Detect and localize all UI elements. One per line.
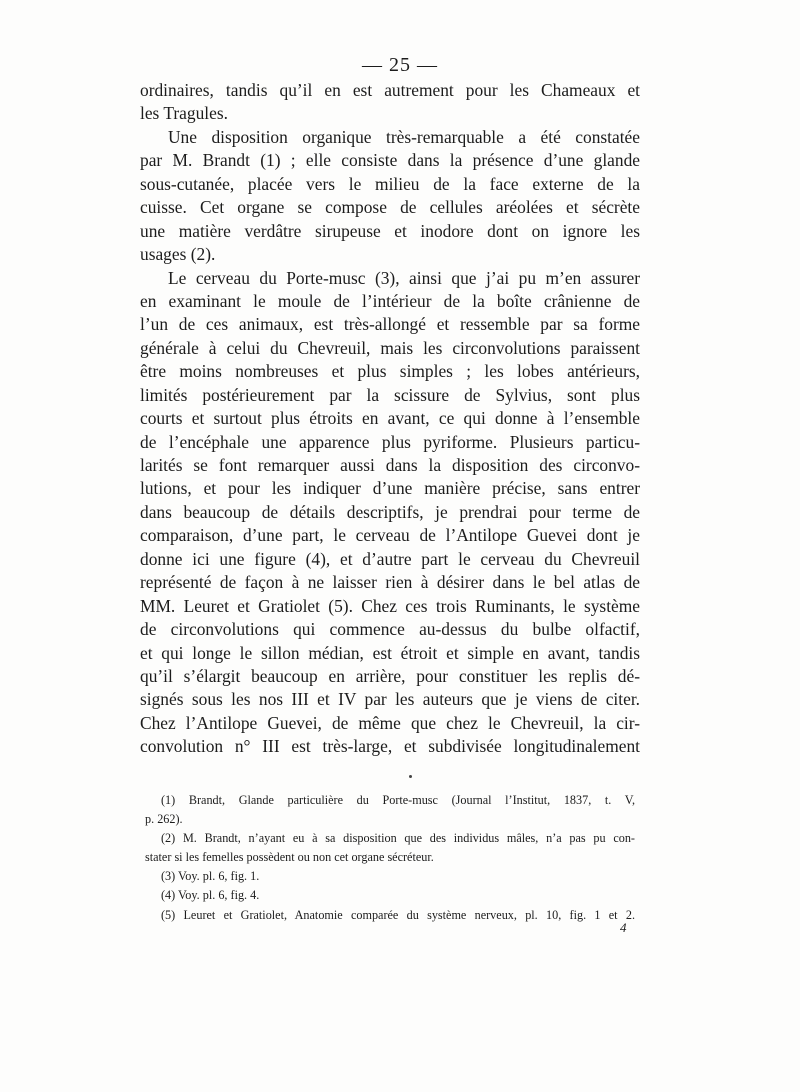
body-line: les Tragules. [140,103,228,124]
body-line: dans beaucoup de détails descriptifs, je prendrai pour terme de [140,501,640,522]
body-line: Chez l’Antilope Guevei, de même que chez le Chevreuil, la cir- [140,712,640,733]
body-line: signés sous les nos III et IV par les auteurs que je viens de citer. [140,689,640,710]
body-line: larités se font remarquer aussi dans la disposition des circonvo- [140,455,640,475]
footnote-line: (1) Brandt, Glande particulière du Porte-musc (Journal l’Institut, 1837, t. V, [161,793,635,807]
signature-mark: 4 [620,920,627,935]
footnote-line: (3) Voy. pl. 6, fig. 1. [161,869,260,884]
footnote-line: (2) M. Brandt, n’ayant eu à sa disposition que des individus mâles, n’a pas pu con- [161,831,635,846]
body-line: de circonvolutions qui commence au-dessus du bulbe olfactif, [140,619,640,640]
body-line: par M. Brandt (1) ; elle consiste dans la présence d’une glande [140,150,640,171]
body-line: lutions, et pour les indiquer d’une manière précise, sans entrer [140,478,640,499]
body-line: représenté de façon à ne laisser rien à désirer dans le bel atlas de [140,572,640,593]
body-line: l’un de ces animaux, est très-allongé et ressemble par sa forme [140,314,640,335]
body-line: Le cerveau du Porte-musc (3), ainsi que j’ai pu m’en assurer [168,267,640,288]
separator-dot [409,775,412,778]
footnote-line: stater si les femelles possèdent ou non cet organe sécréteur. [145,850,434,865]
body-line: donne ici une figure (4), et d’autre part le cerveau du Chevreuil [140,548,640,569]
footnote-line: p. 262). [145,812,183,827]
body-line: générale à celui du Chevreuil, mais les circonvolutions paraissent [140,337,640,358]
body-line: ordinaires, tandis qu’il en est autrement pour les Chameaux et [140,80,640,100]
body-line: convolution n° III est très-large, et subdivisée longitudinalement [140,736,640,757]
body-line: limités postérieurement par la scissure de Sylvius, sont plus [140,384,640,405]
body-line: une matière verdâtre sirupeuse et inodore dont on ignore les [140,220,640,241]
footnote-line: (4) Voy. pl. 6, fig. 4. [161,888,260,903]
body-line: sous-cutanée, placée vers le milieu de la face externe de la [140,173,640,194]
body-line: en examinant le moule de l’intérieur de la boîte crânienne de [140,290,640,311]
footnote-line: (5) Leuret et Gratiolet, Anatomie comparée du système nerveux, pl. 10, fig. 1 et 2. [161,907,635,922]
body-line: être moins nombreuses et plus simples ; les lobes antérieurs, [140,361,640,382]
body-line: qu’il s’élargit beaucoup en arrière, pour constituer les replis dé- [140,665,640,686]
body-line: cuisse. Cet organe se compose de cellules aréolées et sécrète [140,197,640,218]
body-line: et qui longe le sillon médian, est étroit et simple en avant, tandis [140,642,640,663]
body-line: courts et surtout plus étroits en avant, ce qui donne à l’ensemble [140,408,640,429]
footnotes [145,791,635,925]
body-line: MM. Leuret et Gratiolet (5). Chez ces trois Ruminants, le système [140,595,640,616]
page-number: — 25 — [362,54,438,76]
body-line: Une disposition organique très-remarquable a été constatée [168,126,640,147]
body-line: usages (2). [140,244,216,265]
body-line: comparaison, d’une part, le cerveau de l’Antilope Guevei dont je [140,525,640,546]
body-text [140,79,640,759]
body-line: de l’encéphale une apparence plus pyriforme. Plusieurs particu- [140,431,640,452]
